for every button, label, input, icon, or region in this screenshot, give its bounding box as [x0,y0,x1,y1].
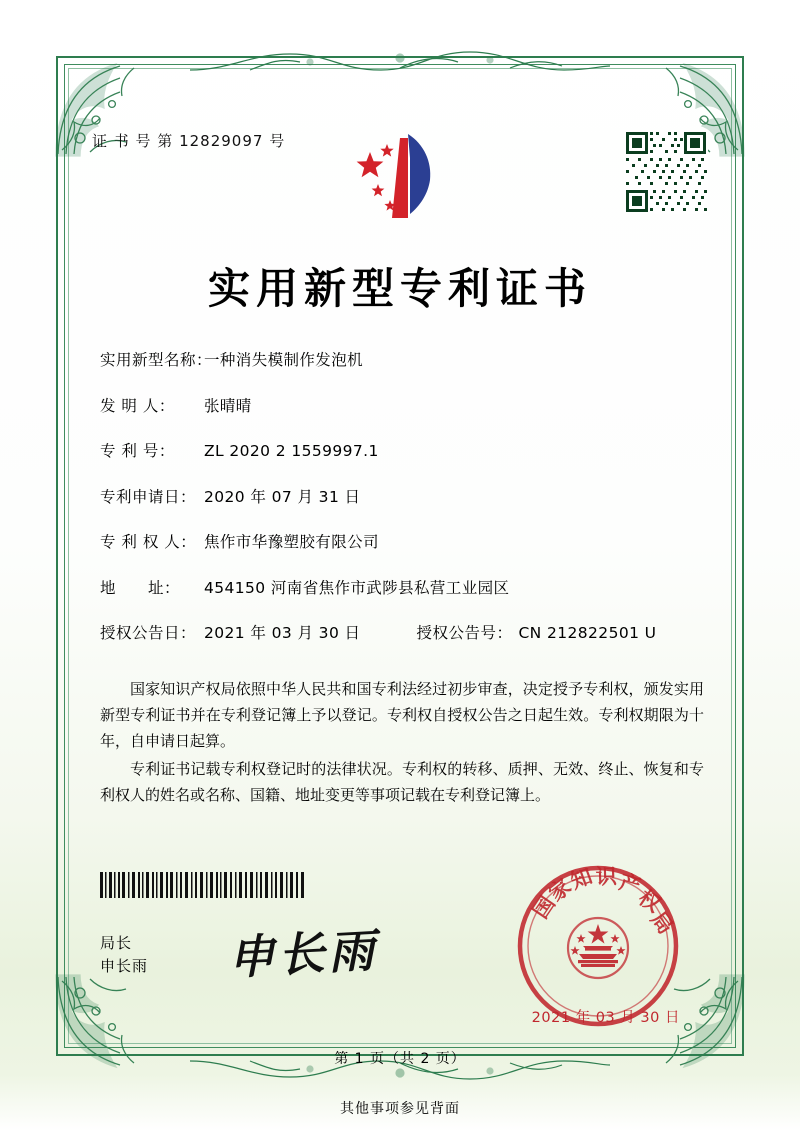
paragraph: 国家知识产权局依照中华人民共和国专利法经过初步审查，决定授予专利权，颁发实用新型专利证书并在专利登记簿上予以登记。专利权自授权公告之日起生效。专利权期限为十年，自申请日起算。 [100,680,704,750]
page-number: 第 1 页（共 2 页） [334,1051,466,1067]
top-edge-ornament-icon [190,44,610,74]
field-value: 张晴晴 [204,396,252,415]
field-patentee [100,530,700,552]
field-value: CN 212822501 U [518,624,657,642]
field-label: 专 利 权 人： [100,533,197,551]
director-name: 申长雨 [100,957,149,975]
certificate-number: 证 书 号 第 12829097 号 [92,132,286,150]
svg-text:识: 识 [595,863,618,889]
field-value: 454150 河南省焦作市武陟县私营工业园区 [204,578,510,597]
field-address [100,576,700,598]
field-label: 发 明 人： [100,396,175,415]
svg-text:家: 家 [543,873,576,906]
field-label: 地 址： [100,578,181,597]
director-title: 局长 [100,934,133,952]
field-label: 专 利 号： [100,442,175,460]
field-value: ZL 2020 2 1559997.1 [204,442,379,460]
svg-text:知: 知 [567,863,596,894]
field-utility-model-name [100,348,700,370]
field-inventor [100,394,700,416]
field-patent-number [100,439,700,461]
seal-date: 2021 年 03 月 30 日 [531,1010,680,1026]
qr-code-icon [624,130,708,214]
field-value: 焦作市华豫塑胶有限公司 [204,533,379,551]
field-label: 实用新型名称： [100,351,213,369]
field-value: 2021 年 03 月 30 日 [204,624,361,642]
barcode-icon [100,872,310,898]
field-list [100,348,700,661]
paragraph: 专利证书记载专利权登记时的法律状况。专利权的转移、质押、无效、终止、恢复和专利权人的姓名或名称、国籍、地址变更等事项记载在专利登记簿上。 [100,760,704,804]
svg-text:国: 国 [527,891,560,923]
field-value: 一种消失模制作发泡机 [204,351,364,369]
svg-text:局: 局 [646,906,679,939]
signature-labels [100,932,148,978]
handwritten-signature: 申长雨 [226,923,380,985]
field-label: 授权公告号： [416,624,513,642]
field-grant-announcement [100,621,700,643]
legal-text-block [100,676,704,810]
field-label: 授权公告日： [100,624,197,642]
field-value: 2020 年 07 月 31 日 [204,487,361,506]
back-side-note: 其他事项参见背面 [340,1101,460,1117]
svg-text:产: 产 [616,868,644,899]
field-label: 专利申请日： [100,487,197,506]
svg-text:权: 权 [634,884,666,917]
official-red-seal-icon [514,862,682,1030]
page-title: 实用新型专利证书 [207,264,592,313]
field-application-date [100,485,700,507]
cnipa-logo-icon [346,128,456,224]
